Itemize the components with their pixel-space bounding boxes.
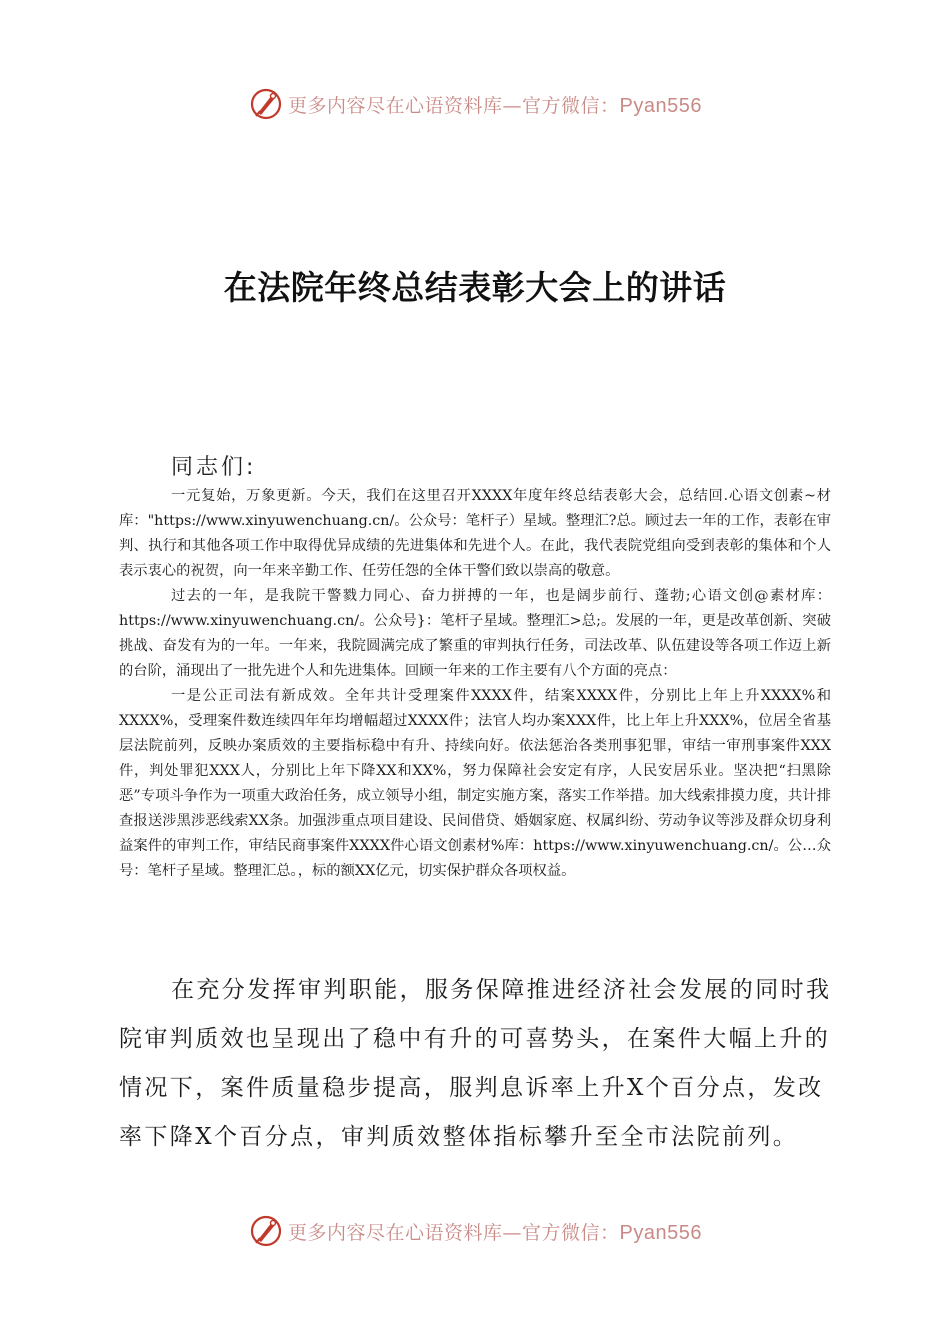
quill-logo-icon — [248, 1213, 284, 1249]
paragraph: 过去的一年，是我院干警戮力同心、奋力拼搏的一年，也是阔步前行、蓬勃;心语文创@素材库：https://www.xinyuwenchuang.cn/。公众号}：笔杆子星域。整理汇>总;。发展的一年，更是改革创新、突破挑战、奋发有为的一年。一年来，我院圆满完成了繁重的审判执行任务，司法改革、队伍建设等各项工作迈上新的台阶，涌现出了一批先进个人和先进集体。回顾一年来的工作主要有八个方面的亮点： — [119, 588, 831, 679]
large-paragraph: 在充分发挥审判职能，服务保障推进经济社会发展的同时我院审判质效也呈现出了稳中有升的可喜势头，在案件大幅上升的情况下，案件质量稳步提高，服判息诉率上升X个百分点，发改率下降X个百分点，审判质效整体指标攀升至全市法院前列。 — [119, 977, 832, 1150]
paragraph: 一元复始，万象更新。今天，我们在这里召开XXXX年度年终总结表彰大会，总结回.心语文创素~材库："https://www.xinyuwenchuang.cn/。公众号：笔杆子）星域。整理汇?总。顾过去一年的工作，表彰在审判、执行和其他各项工作中取得优异成绩的先进集体和先进个人。在此，我代表院党组向受到表彰的集体和个人表示衷心的祝贺，向一年来辛勤工作、任劳任怨的全体干警们致以崇高的敬意。 — [119, 488, 831, 579]
large-text-section — [119, 966, 835, 1162]
paragraph: 一是公正司法有新成效。全年共计受理案件XXXX件，结案XXXX件，分别比上年上升XXXX%和XXXX%，受理案件数连续四年年均增幅超过XXXX件；法官人均办案XXX件，比上年上升XXX%，位居全省基层法院前列，反映办案质效的主要指标稳中有升、持续向好。依法惩治各类刑事犯罪，审结一审刑事案件XXX件，判处罪犯XXX人，分别比上年下降XX和XX%，努力保障社会安定有序，人民安居乐业。坚决把“扫黑除恶”专项斗争作为一项重大政治任务，成立领导小组，制定实施方案，落实工作举措。加大线索排摸力度，共计排查报送涉黑涉恶线索XX条。加强涉重点项目建设、民间借贷、婚姻家庭、权属纠纷、劳动争议等涉及群众切身利益案件的审判工作，审结民商事案件XXXX件心语文创素材%库：https://www.xinyuwenchuang.cn/。公…众号：笔杆子星域。整理汇总。，标的额XX亿元，切实保护群众各项权益。 — [119, 688, 831, 879]
footer-watermark-banner — [0, 1211, 950, 1251]
quill-logo-icon — [248, 86, 284, 122]
document-title: 在法院年终总结表彰大会上的讲话 — [223, 268, 727, 307]
banner-text: 更多内容尽在心语资料库—官方微信：Pyan556 — [288, 1221, 702, 1244]
body-text — [119, 484, 831, 884]
banner-text: 更多内容尽在心语资料库—官方微信：Pyan556 — [288, 94, 702, 117]
salutation: 同志们: — [171, 455, 257, 480]
header-watermark-banner — [0, 84, 950, 124]
